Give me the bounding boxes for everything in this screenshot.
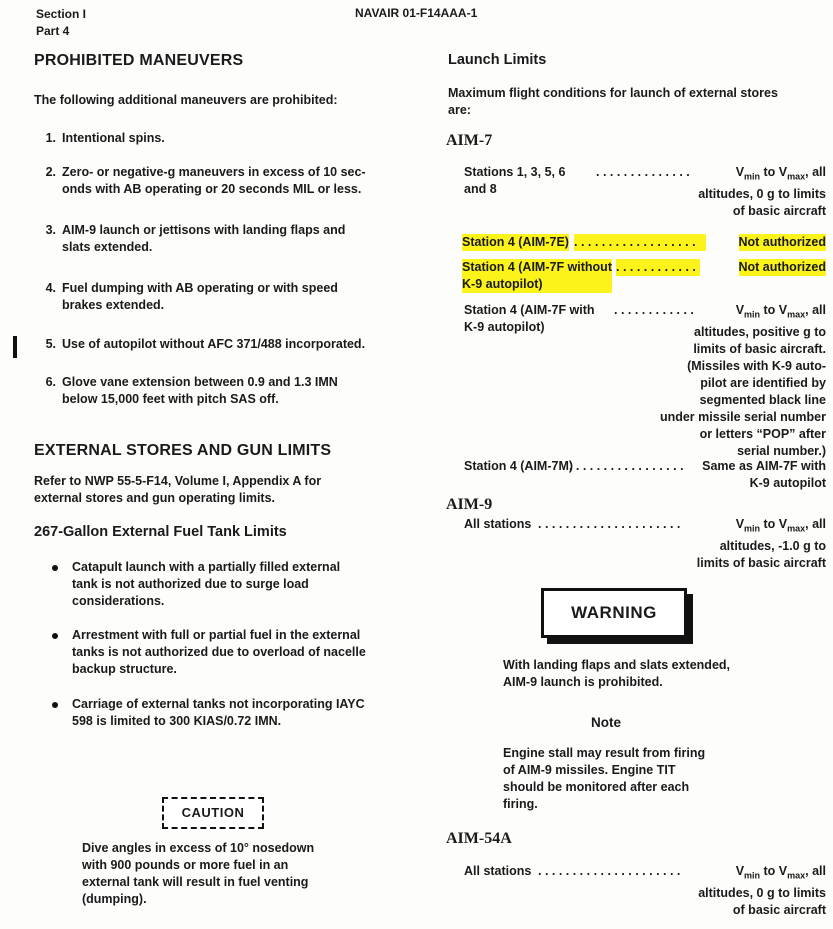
note-text [503, 745, 705, 813]
label-line: Station 4 (AIM-7E) [462, 235, 569, 249]
row-value [697, 516, 826, 572]
item-line: onds with AB operating or 20 seconds MIL or less. [62, 182, 362, 196]
value-line: of basic aircraft [732, 203, 826, 218]
section-header [36, 6, 86, 40]
prohibited-intro: The following additional maneuvers are prohibited: [34, 93, 338, 107]
item-number: 3. [45, 223, 56, 237]
bullet-icon [52, 702, 58, 708]
item-number: 5. [45, 337, 56, 351]
maneuver-item [34, 336, 365, 353]
bullet-text [72, 559, 340, 610]
item-line: AIM-9 launch or jettisons with landing flaps and [62, 223, 346, 237]
row-label [464, 458, 573, 475]
value-line: segmented black line [699, 392, 826, 407]
item-text [62, 164, 366, 198]
label-line: K-9 autopilot) [464, 320, 545, 334]
launch-limits-heading: Launch Limits [448, 52, 547, 68]
item-line: Use of autopilot without AFC 371/488 incorporated. [62, 337, 366, 351]
label-line: All stations [464, 517, 532, 531]
row-value [660, 302, 826, 460]
row-label [462, 234, 569, 251]
dot-leader: . . . . . . . . . . . . . . . . . . . . . [538, 864, 681, 878]
bullet-line: Catapult launch with a partially filled external [72, 560, 341, 574]
intro-line: are: [448, 103, 471, 117]
intro-line: external stores and gun operating limits. [34, 491, 276, 505]
aim7-heading: AIM-7 [446, 132, 493, 149]
launch-intro [448, 85, 778, 119]
row-label [462, 259, 612, 293]
value-line: (Missiles with K-9 auto- [687, 358, 826, 373]
item-text [62, 280, 338, 314]
row-label [464, 302, 595, 336]
warning-text [503, 657, 730, 691]
value-line: altitudes, positive g to [694, 324, 826, 339]
label-line: Station 4 (AIM-7F with [464, 303, 595, 317]
external-stores-intro [34, 473, 321, 507]
item-number: 1. [45, 131, 56, 145]
prohibited-maneuvers-heading: PROHIBITED MANEUVERS [34, 52, 244, 69]
row-value [702, 458, 826, 492]
item-line: below 15,000 feet with pitch SAS off. [62, 392, 279, 406]
bullet-line: tank is not authorized due to surge load [72, 577, 309, 591]
maneuver-item [34, 222, 345, 256]
label-line: Station 4 (AIM-7F without [462, 260, 612, 274]
item-text [62, 130, 165, 147]
value-line: $V_{min}$ to $V_{max}$, all [735, 517, 826, 534]
item-number: 4. [45, 281, 56, 295]
value-line: limits of basic aircraft. [693, 341, 826, 356]
item-line: brakes extended. [62, 298, 165, 312]
dot-leader: . . . . . . . . . . . . . . . . . . [574, 234, 706, 251]
row-value [739, 259, 827, 276]
value-line: $V_{min}$ to $V_{max}$, all [735, 864, 826, 881]
dot-leader: . . . . . . . . . . . . . . . . . . . . . [538, 517, 681, 531]
value-line: under missile serial number [659, 409, 826, 424]
caution-text [82, 840, 314, 908]
item-number: 6. [45, 375, 56, 389]
item-line: Fuel dumping with AB operating or with speed [62, 281, 338, 295]
item-line: Glove vane extension between 0.9 and 1.3 IMN [62, 375, 338, 389]
label-line: Stations 1, 3, 5, 6 [464, 165, 566, 179]
external-stores-heading: EXTERNAL STORES AND GUN LIMITS [34, 442, 332, 459]
bullet-line: Carriage of external tanks not incorporating IAYC [72, 697, 365, 711]
note-line: Engine stall may result from firing [503, 746, 706, 760]
item-number: 2. [45, 165, 56, 179]
dot-leader: . . . . . . . . . . . . [616, 259, 700, 276]
intro-line: Refer to NWP 55-5-F14, Volume I, Appendix A for [34, 474, 322, 488]
row-value [739, 234, 827, 251]
row-label [464, 863, 531, 880]
value-line: of basic aircraft [732, 902, 826, 917]
intro-line: Maximum flight conditions for launch of external stores [448, 86, 778, 100]
bullet-text [72, 696, 365, 730]
note-line: of AIM-9 missiles. Engine TIT [503, 763, 676, 777]
fuel-tank-heading: 267-Gallon External Fuel Tank Limits [34, 524, 287, 540]
caution-line: external tank will result in fuel venting [82, 875, 309, 889]
value-line: Not authorized [738, 260, 826, 274]
bullet-line: backup structure. [72, 662, 177, 676]
value-line: altitudes, 0 g to limits [698, 186, 826, 201]
maneuver-item [34, 130, 165, 147]
caution-line: (dumping). [82, 892, 147, 906]
bullet-line: considerations. [72, 594, 165, 608]
bullet-icon [52, 633, 58, 639]
value-line: pilot are identified by [700, 375, 826, 390]
value-line: limits of basic aircraft [696, 555, 826, 570]
dot-leader: . . . . . . . . . . . . . . . . . . [562, 459, 684, 473]
caution-line: with 900 pounds or more fuel in an [82, 858, 289, 872]
value-line: $V_{min}$ to $V_{max}$, all [735, 303, 826, 320]
value-line: $V_{min}$ to $V_{max}$, all [735, 165, 826, 182]
value-line: Not authorized [738, 235, 826, 249]
value-line: or letters “POP” after [699, 426, 826, 441]
bullet-text [72, 627, 366, 678]
item-text [62, 336, 365, 353]
value-line: K-9 autopilot [749, 476, 826, 490]
label-line: K-9 autopilot) [462, 276, 612, 293]
maneuver-item [34, 280, 338, 314]
bullet-icon [52, 565, 58, 571]
doc-number: NAVAIR 01-F14AAA-1 [355, 6, 478, 20]
value-line: Same as AIM-7F with [702, 459, 826, 473]
bullet-line: Arrestment with full or partial fuel in the external [72, 628, 361, 642]
item-line: Intentional spins. [62, 131, 165, 145]
row-value [698, 164, 826, 220]
row-value [698, 863, 826, 919]
row-label [464, 516, 531, 533]
aim54-heading: AIM-54A [446, 830, 512, 847]
dot-leader: . . . . . . . . . . . . [614, 303, 694, 317]
note-label: Note [591, 715, 621, 730]
warning-line: With landing flaps and slats extended, [503, 658, 731, 672]
label-line: All stations [464, 864, 532, 878]
bleed-through [8, 8, 11, 20]
bullet-line: tanks is not authorized due to overload of nacelle [72, 645, 366, 659]
label-line: and 8 [464, 182, 497, 196]
note-line: should be monitored after each [503, 780, 690, 794]
maneuver-item [34, 374, 338, 408]
item-text [62, 222, 345, 256]
change-bar [13, 336, 17, 358]
value-line: altitudes, -1.0 g to [719, 538, 826, 553]
dot-leader: . . . . . . . . . . . . . . [596, 165, 690, 179]
row-label [464, 164, 565, 198]
warning-box: WARNING [541, 588, 687, 638]
aim9-heading: AIM-9 [446, 496, 493, 513]
label-line: Station 4 (AIM-7M) [464, 459, 574, 473]
value-line: serial number.) [737, 443, 826, 458]
item-line: Zero- or negative-g maneuvers in excess of 10 sec- [62, 165, 366, 179]
section-label: Section I [36, 7, 87, 21]
part-label: Part 4 [36, 24, 70, 38]
note-line: firing. [503, 797, 538, 811]
value-line: altitudes, 0 g to limits [698, 885, 826, 900]
caution-line: Dive angles in excess of 10° nosedown [82, 841, 315, 855]
maneuver-item [34, 164, 366, 198]
item-line: slats extended. [62, 240, 153, 254]
bullet-line: 598 is limited to 300 KIAS/0.72 IMN. [72, 714, 282, 728]
warning-line: AIM-9 launch is prohibited. [503, 675, 663, 689]
item-text [62, 374, 338, 408]
caution-box: CAUTION [162, 797, 264, 829]
